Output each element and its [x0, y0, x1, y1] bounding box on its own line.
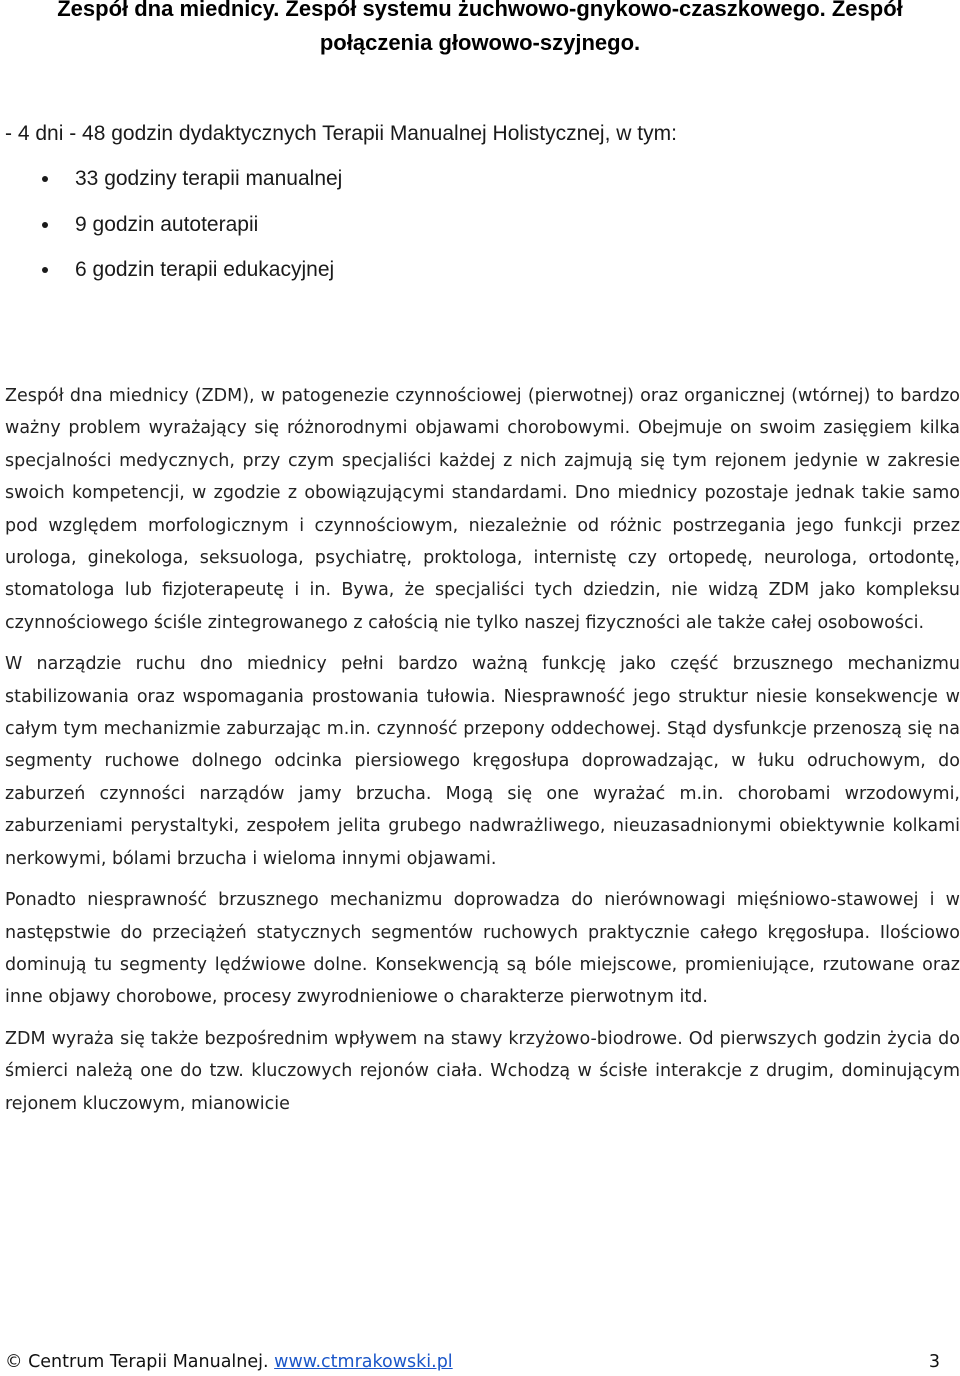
- bullet-icon: [42, 222, 48, 228]
- bullet-icon: [42, 176, 48, 182]
- list-item: [0, 204, 900, 250]
- page-footer: [5, 1348, 940, 1376]
- paragraph: ZDM wyraża się także bezpośrednim wpływem na stawy krzyżowo-biodrowe. Od pierwszych godzin życia do śmierci należą one do tzw. kluczowych rejonów ciała. Wchodzą w ścisłe interakcje z drugim, dominującym rejonem kluczowym, mianowicie: [5, 1028, 960, 1114]
- paragraph: W narządzie ruchu dno miednicy pełni bardzo ważną funkcję jako część brzusznego mechanizmu stabilizowania oraz wspomagania prostowania tułowia. Niesprawność jego struktur niesie konsekwencje w całym tym mechanizmie zaburzając m.in. czynność przepony oddechowej. Stąd dysfunkcje przenoszą się na segmenty ruchowe dolnego odcinka piersiowego kręgosłupa doprowadzając, w łuku odruchowym, do zaburzeń czynności narządów jamy brzucha. Mogą się one wyrażać m.in. chorobami wrzodowymi, zaburzeniami perystaltyki, zespołem jelita grubego nadwrażliwego, nieuzasadnionymi obiektywnie kolkami nerkowymi, bólami brzucha i wieloma innymi objawami.: [5, 654, 960, 869]
- course-intro: - 4 dni - 48 godzin dydaktycznych Terapii Manualnej Holistycznej, w tym:: [5, 122, 677, 145]
- paragraph: Zespół dna miednicy (ZDM), w patogenezie czynnościowej (pierwotnej) oraz organicznej (wtórnej) to bardzo ważny problem wyrażający się różnorodnymi objawami chorobowymi. Obejmuje on swoim zasięgiem kilka specjalności medycznych, przy czym specjaliści każdej z nich zajmują się tym rejonem jedynie w zakresie swoich kompetencji, w zgodzie z obowiązującymi standardami. Dno miednicy pozostaje jednak takie samo pod względem morfologicznym i czynnościowym, niezależnie od różnic postrzegania jego funkcji przez urologa, ginekologa, seksuologa, psychiatrę, proktologa, internistę czy ortopedę, neurologa, ortodontę, stomatologa lub fizjoterapeutę i in. Bywa, że specjaliści tych dziedzin, nie widzą ZDM jako kompleksu czynnościowego ściśle zintegrowanego z całością nie tylko naszej fizyczności ale także całej osobowości.: [5, 386, 960, 633]
- footer-copyright: © Centrum Terapii Manualnej.: [5, 1352, 275, 1372]
- list-item: [0, 158, 900, 204]
- bullet-icon: [42, 267, 48, 273]
- list-item-text: 6 godzin terapii edukacyjnej: [75, 258, 335, 281]
- footer-website-link[interactable]: www.ctmrakowski.pl: [274, 1352, 453, 1372]
- document-title: Zespół dna miednicy. Zespół systemu żuchwowo-gnykowo-czaszkowego. Zespół połączenia głowowo-szyjnego.: [57, 0, 903, 55]
- course-hours-list: [0, 158, 900, 295]
- list-item-text: 33 godziny terapii manualnej: [75, 167, 343, 190]
- page-number: 3: [928, 1352, 940, 1372]
- list-item: [0, 249, 900, 295]
- list-item-text: 9 godzin autoterapii: [75, 212, 259, 236]
- body-text: [5, 380, 960, 1119]
- paragraph: Ponadto niesprawność brzusznego mechanizmu doprowadza do nierównowagi mięśniowo-stawowej i w następstwie do przeciążeń statycznych segmentów ruchowych praktycznie całego kręgosłupa. Ilościowo dominują tu segmenty lędźwiowe dolne. Konsekwencją są bóle miejscowe, promieniujące, rzutowane oraz inne objawy chorobowe, procesy zwyrodnieniowe o charakterze pierwotnym itd.: [5, 890, 960, 1008]
